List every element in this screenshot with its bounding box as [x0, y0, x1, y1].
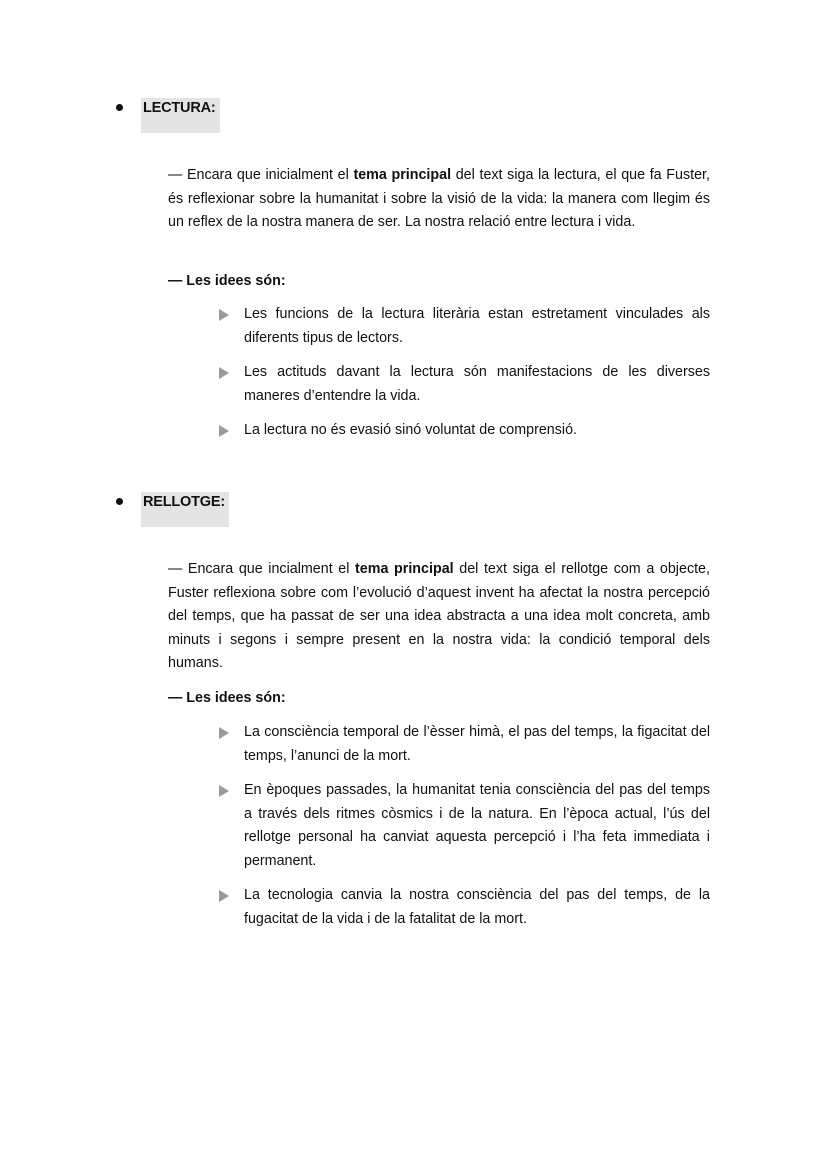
intro-text-rest: del text siga la lectura, el que fa Fuster, és reflexionar sobre la humanitat i sobre la visió de la vida: la manera com llegim és un reflex de la nostra manera de ser. La nostra relació entre lectura i vida.: [168, 167, 710, 230]
bullet-icon: [116, 498, 123, 505]
triangle-bullet-icon: [219, 890, 229, 902]
ideas-label: — Les idees són:: [168, 273, 286, 289]
triangle-bullet-icon: [219, 727, 229, 739]
triangle-bullet-icon: [219, 785, 229, 797]
intro-text-start: — Encara que inicialment el: [168, 167, 354, 183]
ideas-label: — Les idees són:: [168, 690, 286, 706]
heading-label: LECTURA:: [141, 98, 220, 133]
list-item: [216, 303, 710, 350]
list-item: [216, 884, 710, 931]
intro-text-rest: del text siga el rellotge com a objecte, Fuster reflexiona sobre com l’evolució d’aquest invent ha afectat la nostra percepció del temps, que ha passat de ser una idea abstracta a una idea molt concreta, amb minuts i segons i sempre present en la nostra vida: la condició temporal dels humans.: [168, 561, 710, 671]
bullet-icon: [116, 104, 123, 111]
intro-bold-term: tema principal: [353, 167, 452, 183]
ideas-list: [216, 303, 710, 454]
intro-bold-term: tema principal: [355, 561, 454, 577]
section-intro-paragraph: [168, 164, 710, 235]
list-item: [216, 361, 710, 408]
idea-text: La tecnologia canvia la nostra consciència del pas del temps, de la fugacitat de la vida i de la fatalitat de la mort.: [244, 887, 710, 927]
triangle-bullet-icon: [219, 309, 229, 321]
idea-text: La lectura no és evasió sinó voluntat de comprensió.: [244, 422, 577, 438]
section-heading-rellotge: [116, 492, 229, 527]
section-heading-lectura: [116, 98, 220, 133]
list-item: [216, 779, 710, 873]
intro-text-start: — Encara que incialment el: [168, 561, 356, 577]
triangle-bullet-icon: [219, 367, 229, 379]
idea-text: La consciència temporal de l’èsser himà, el pas del temps, la figacitat del temps, l’anunci de la mort.: [244, 724, 710, 764]
heading-label: RELLOTGE:: [141, 492, 229, 527]
idea-text: Les funcions de la lectura literària estan estretament vinculades als diferents tipus de lectors.: [244, 306, 710, 346]
list-item: [216, 419, 710, 443]
idea-text: En èpoques passades, la humanitat tenia consciència del pas del temps a través dels ritmes còsmics i de la natura. En l’època actual, l’ús del rellotge personal ha canviat aquesta percepció i l’ha feta immediata i permanent.: [244, 782, 710, 869]
ideas-list: [216, 721, 710, 942]
list-item: [216, 721, 710, 768]
idea-text: Les actituds davant la lectura són manifestacions de les diverses maneres d’entendre la vida.: [244, 364, 710, 404]
section-intro-paragraph: [168, 558, 710, 676]
triangle-bullet-icon: [219, 425, 229, 437]
